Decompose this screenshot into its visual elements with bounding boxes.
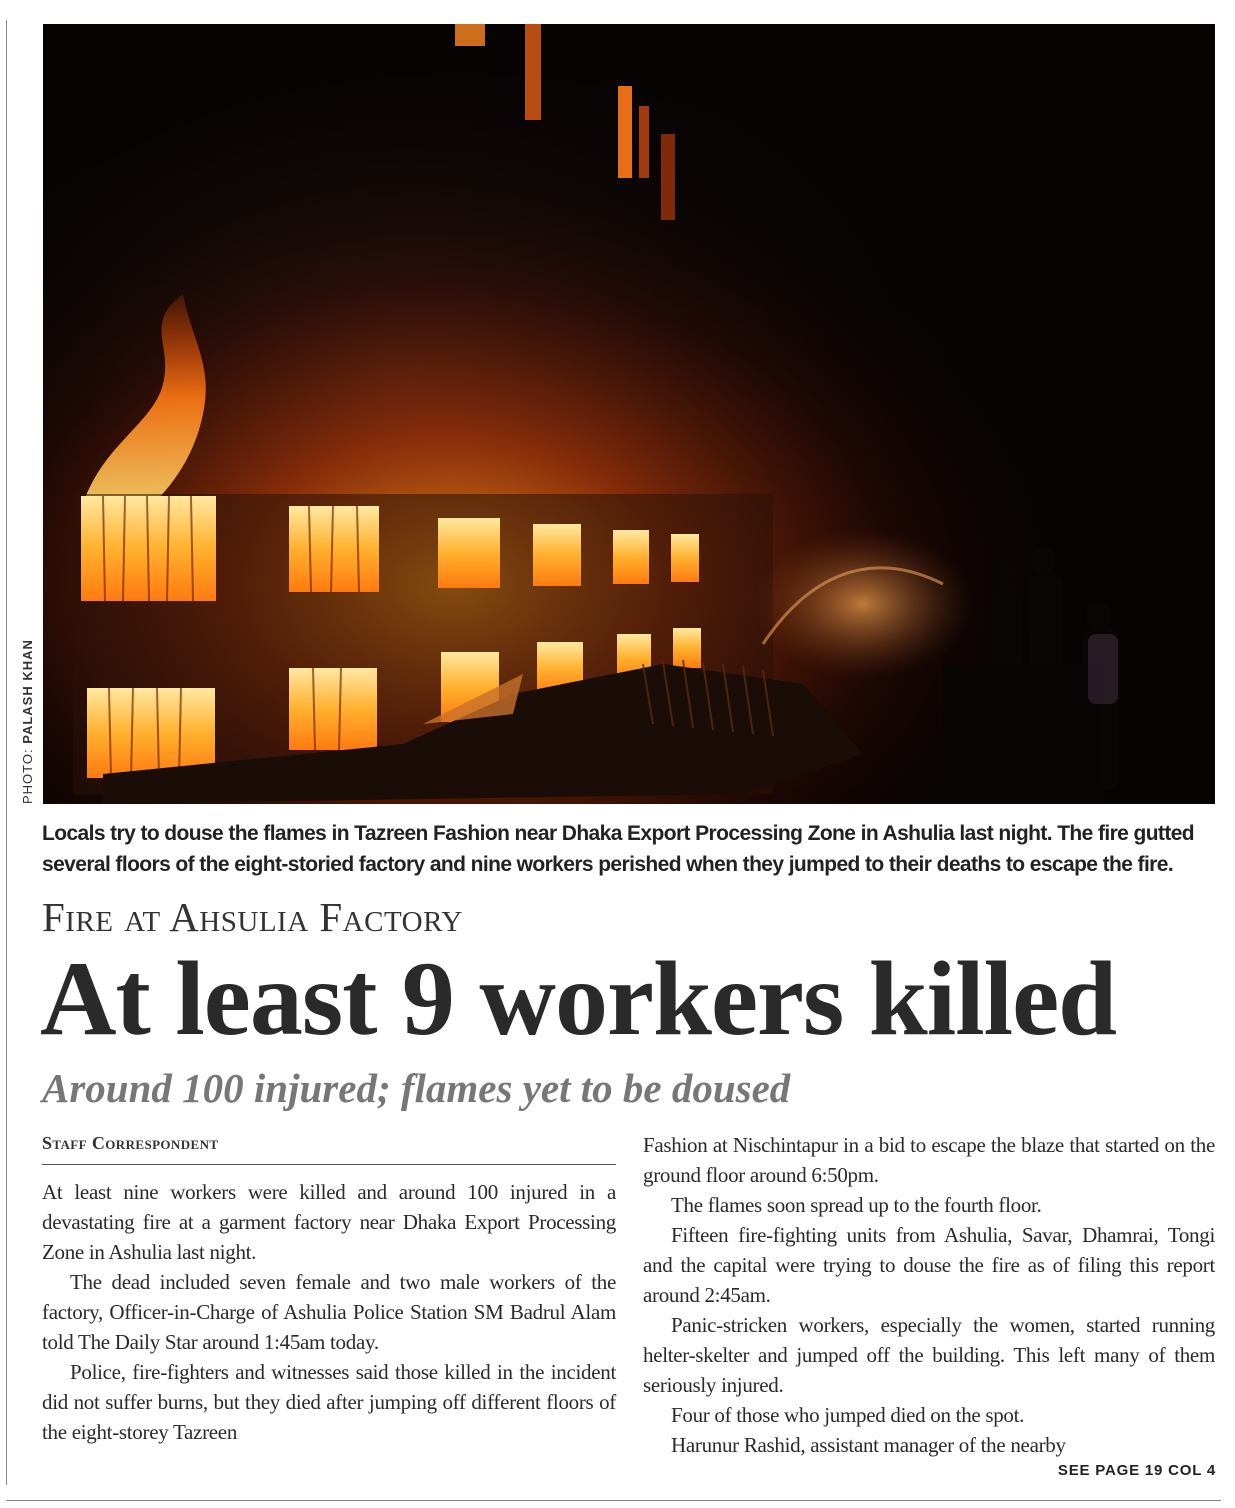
byline: Staff Correspondent: [42, 1133, 219, 1153]
body-column-2: [643, 1130, 1215, 1460]
kicker: Fire at Ahsulia Factory: [42, 894, 463, 940]
paragraph: Police, fire-fighters and witnesses said those killed in the incident did not suffer burns, but they died after jumping off different floors of the eight-storey Tazreen: [42, 1360, 616, 1444]
headline: At least 9 workers killed: [40, 940, 1117, 1057]
jump-line[interactable]: SEE PAGE 19 COL 4: [1057, 1462, 1216, 1479]
paragraph: Fashion at Nischintapur in a bid to escape the blaze that started on the ground floor around 6:50pm.: [643, 1133, 1215, 1187]
photo-credit: PHOTO: PALASH KHAN: [20, 639, 35, 804]
photo-caption: Locals try to douse the flames in Tazreen Fashion near Dhaka Export Processing Zone in Ashulia last night. The fire gutted several floors of the eight-storied factory and nine workers perished when they jumped to their deaths to escape the fire.: [42, 822, 1195, 876]
fire-illustration: [43, 24, 1215, 804]
factory-fire-photo: [43, 24, 1215, 804]
left-column-rule: [6, 20, 7, 1485]
paragraph: Fifteen fire-fighting units from Ashulia, Savar, Dhamrai, Tongi and the capital were trying to douse the fire as of filing this report around 2:45am.: [643, 1223, 1215, 1307]
body-column-1: [42, 1177, 616, 1447]
bottom-rule: [6, 1500, 1221, 1501]
byline-rule: [42, 1164, 616, 1165]
paragraph: Four of those who jumped died on the spot.: [671, 1403, 1025, 1427]
paragraph: At least nine workers were killed and around 100 injured in a devastating fire at a garment factory near Dhaka Export Processing Zone in Ashulia last night.: [42, 1180, 616, 1264]
paragraph: The dead included seven female and two male workers of the factory, Officer-in-Charge of Ashulia Police Station SM Badrul Alam told The Daily Star around 1:45am today.: [42, 1270, 616, 1354]
paragraph: Harunur Rashid, assistant manager of the nearby: [671, 1433, 1066, 1457]
paragraph: Panic-stricken workers, especially the women, started running helter-skelter and jumped off the building. This left many of them seriously injured.: [643, 1313, 1215, 1397]
paragraph: The flames soon spread up to the fourth floor.: [671, 1193, 1042, 1217]
subheadline: Around 100 injured; flames yet to be doused: [42, 1065, 791, 1111]
